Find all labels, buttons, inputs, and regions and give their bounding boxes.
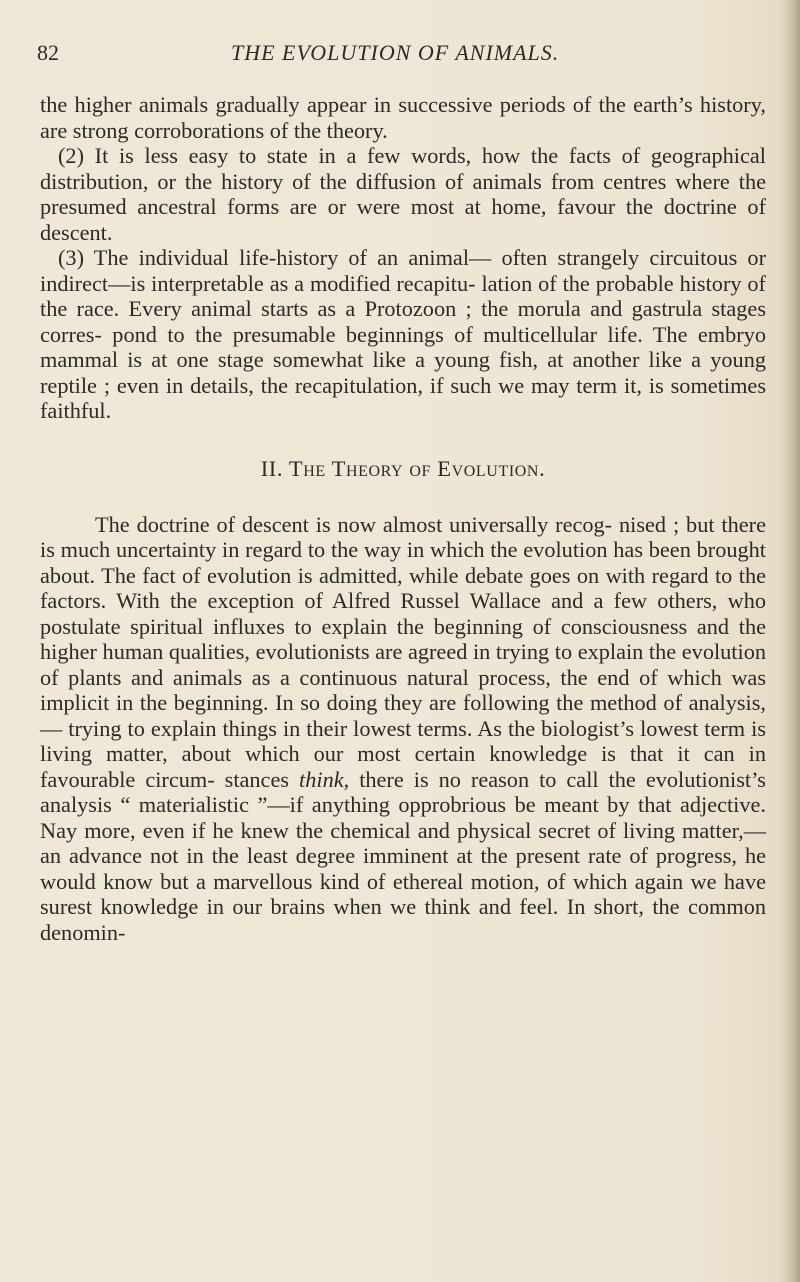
paragraph-text-part-2: , there is no reason to call the evolutionist’s analysis “ materialistic ”—if anything opprobrious be meant by that adjective. Nay more, even if he knew the chemical and physical secret of living matter,—an advance not in the least degree imminent at the present rate of progress, he would know but a marvellous kind of ethereal motion, of which again we have surest knowledge in our brains when we think and feel. In short, the common denomin- [40, 766, 766, 945]
page-number: 82 [37, 40, 59, 65]
running-title: THE EVOLUTION OF ANIMALS. [231, 40, 560, 65]
italic-word: think [299, 766, 344, 792]
paragraph-theory-of-evolution [40, 512, 766, 946]
body-text [40, 92, 766, 945]
page-edge-shadow [782, 0, 800, 1282]
paragraph-life-history: (3) The individual life-history of an animal— often strangely circuitous or indirect—is interpretable as a modified recapitu- lation of the probable history of the race. Every animal starts as a Protozoon ; the morula and gastrula stages corres- pond to the presumable beginnings of multicellular life. The embryo mammal is at one stage somewhat like a young fish, at another like a young reptile ; even in details, the recapitulation, if such we may term it, is sometimes faithful. [40, 245, 766, 423]
section-heading: II. The Theory of Evolution. [260, 455, 546, 481]
paragraph-continuation: the higher animals gradually appear in successive periods of the earth’s history, are strong corroborations of the theory. [40, 92, 766, 143]
running-head [37, 40, 777, 70]
paragraph-text-part-1: The doctrine of descent is now almost universally recog- nised ; but there is much uncertainty in regard to the way in which the evolution has been brought about. The fact of evolution is admitted, while debate goes on with regard to the factors. With the exception of Alfred Russel Wallace and a few others, who postulate spiritual influxes to explain the beginning of consciousness and the higher human qualities, evolutionists are agreed in trying to explain the evolution of plants and animals as a continuous natural process, the end of which was implicit in the beginning. In so doing they are following the method of analysis,— trying to explain things in their lowest terms. As the biologist’s lowest term is living matter, about which our most certain knowledge is that it can in favourable circum- stances [40, 511, 766, 792]
paragraph-geographical-distribution: (2) It is less easy to state in a few words, how the facts of geographical distribution, or the history of the diffusion of animals from centres where the presumed ancestral forms are or were most at home, favour the doctrine of descent. [40, 143, 766, 245]
